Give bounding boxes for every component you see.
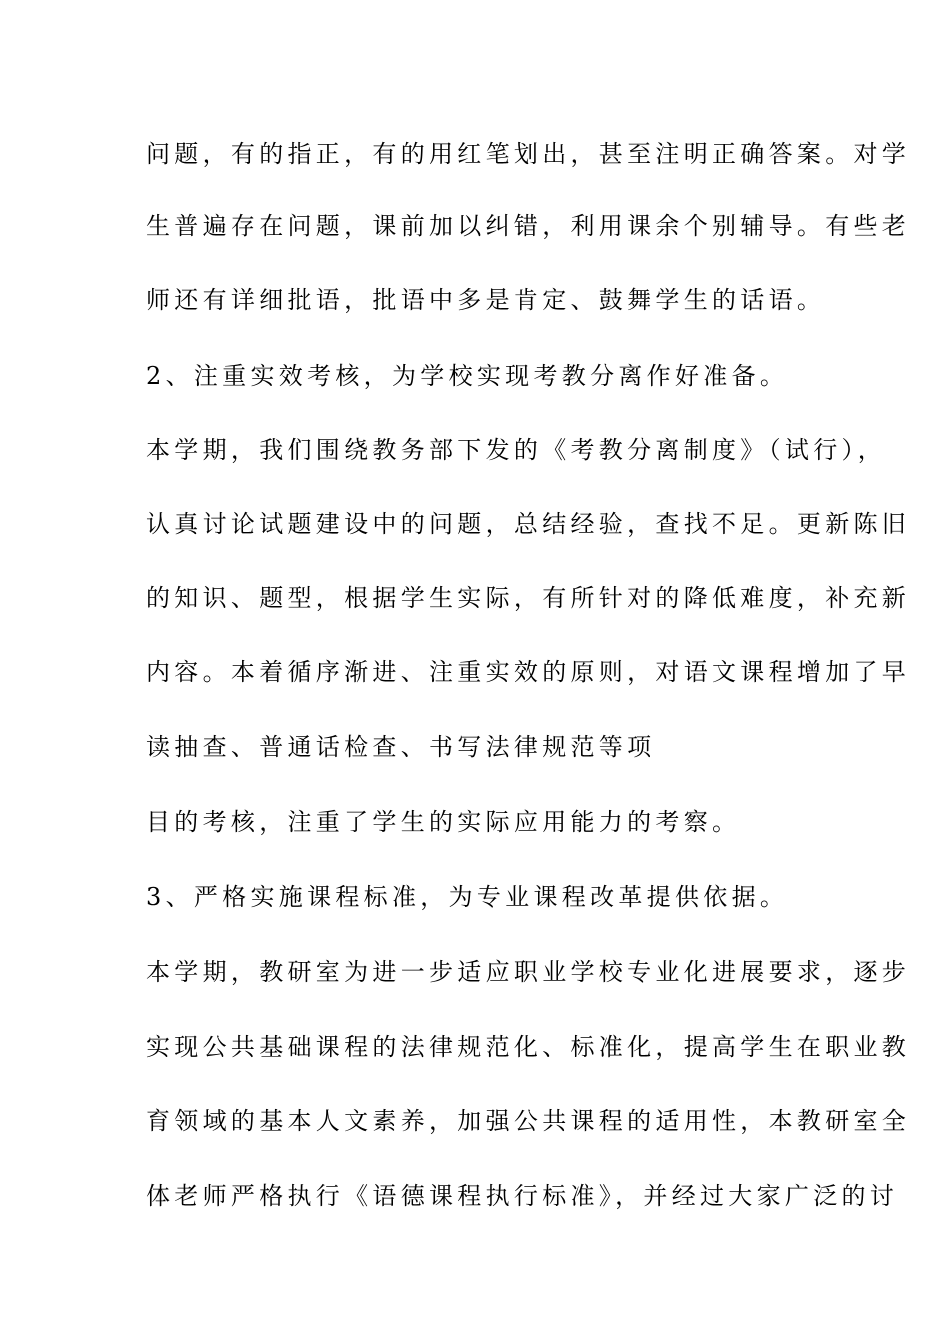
text-line: 本学期，我们围绕教务部下发的《考教分离制度》（试行）， — [146, 436, 887, 464]
text-line: 问题，有的指正，有的用红笔划出，甚至注明正确答案。对学 — [146, 140, 911, 168]
text-line: 的知识、题型，根据学生实际，有所针对的降低难度，补充新 — [146, 584, 911, 612]
text-line: 本学期，教研室为进一步适应职业学校专业化进展要求，逐步 — [146, 958, 911, 986]
section-heading: 2、注重实效考核，为学校实现考教分离作好准备。 — [146, 362, 789, 390]
text-line: 目的考核，注重了学生的实际应用能力的考察。 — [146, 808, 741, 836]
text-line: 师还有详细批语，批语中多是肯定、鼓舞学生的话语。 — [146, 286, 826, 314]
text-line: 认真讨论试题建设中的问题，总结经验，查找不足。更新陈旧 — [146, 510, 911, 538]
text-line: 育领域的基本人文素养，加强公共课程的适用性，本教研室全 — [146, 1107, 911, 1135]
text-line: 体老师严格执行《语德课程执行标准》，并经过大家广泛的讨 — [146, 1182, 899, 1210]
text-line: 生普遍存在问题，课前加以纠错，利用课余个别辅导。有些老 — [146, 212, 911, 240]
section-heading: 3、严格实施课程标准，为专业课程改革提供依据。 — [146, 883, 789, 911]
text-line: 实现公共基础课程的法律规范化、标准化，提高学生在职业教 — [146, 1033, 911, 1061]
text-line: 内容。本着循序渐进、注重实效的原则，对语文课程增加了早 — [146, 658, 911, 686]
text-line: 读抽查、普通话检查、书写法律规范等项 — [146, 733, 656, 761]
